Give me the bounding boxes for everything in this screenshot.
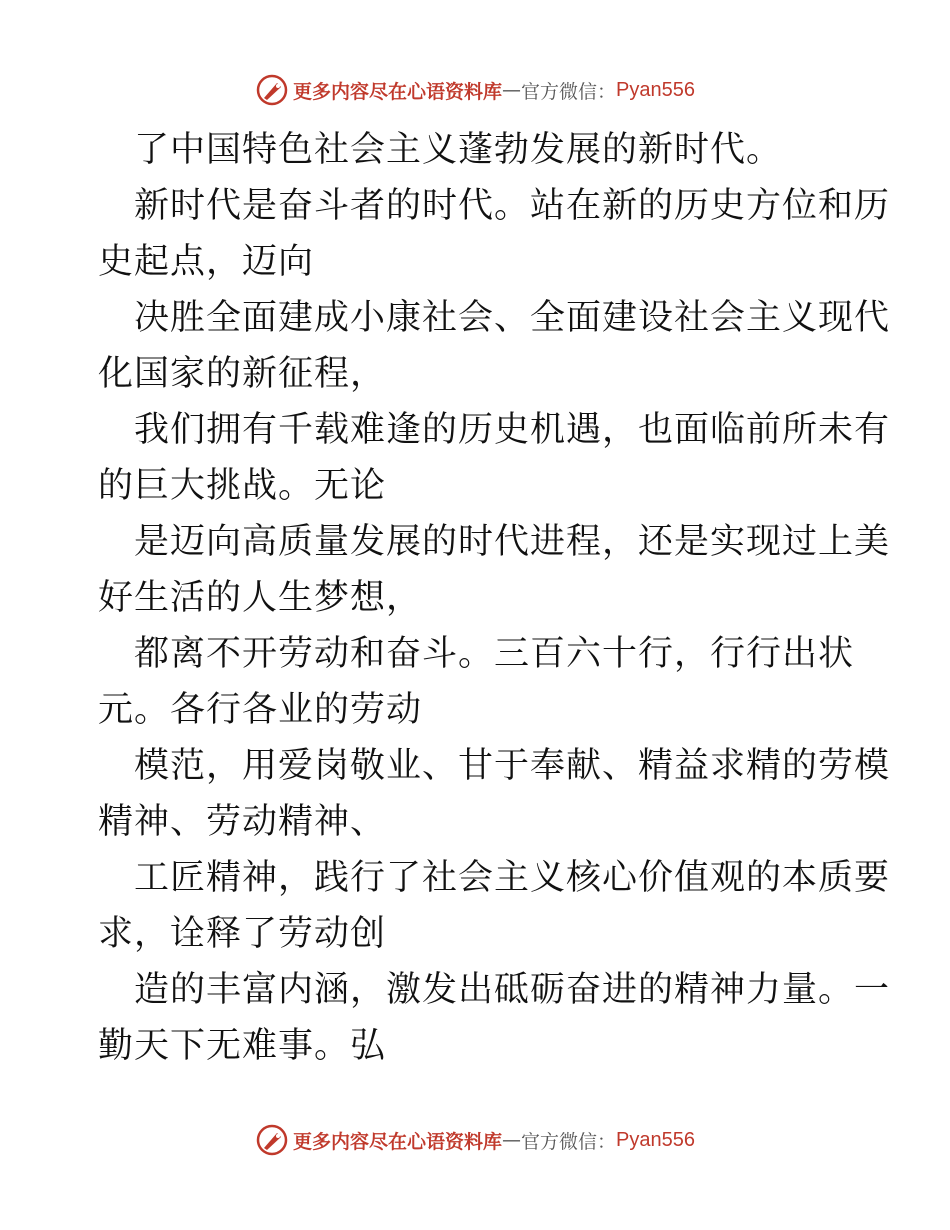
watermark-brand: 更多内容尽在心语资料库	[293, 80, 503, 103]
text-line: 元。各行各业的劳动	[98, 690, 423, 730]
footer-watermark	[0, 1120, 950, 1160]
watermark-dash: —	[502, 79, 522, 101]
pen-nib-circle-icon	[255, 1123, 289, 1157]
text-line: 史起点，迈向	[98, 242, 315, 282]
text-line: 工匠精神，践行了社会主义核心价值观的本质要	[134, 858, 891, 898]
watermark-label: 官方微信：	[521, 80, 617, 103]
text-line: 我们拥有千载难逢的历史机遇，也面临前所未有	[134, 410, 891, 450]
text-line: 勤天下无难事。弘	[98, 1026, 387, 1066]
text-line: 造的丰富内涵，激发出砥砺奋进的精神力量。一	[134, 970, 891, 1010]
text-line: 化国家的新征程，	[98, 354, 387, 394]
text-line: 是迈向高质量发展的时代进程，还是实现过上美	[134, 522, 891, 562]
watermark-handle: Pyan556	[616, 1128, 695, 1151]
watermark-label: 官方微信：	[521, 1130, 617, 1153]
watermark-handle: Pyan556	[616, 78, 695, 101]
text-line: 了中国特色社会主义蓬勃发展的新时代。	[134, 130, 783, 170]
text-line: 新时代是奋斗者的时代。站在新的历史方位和历	[134, 186, 891, 226]
text-line: 好生活的人生梦想，	[98, 578, 423, 618]
header-watermark	[0, 70, 950, 110]
text-line: 决胜全面建成小康社会、全面建设社会主义现代	[134, 298, 891, 338]
text-line: 的巨大挑战。无论	[98, 466, 387, 506]
pen-nib-circle-icon	[255, 73, 289, 107]
watermark-dash: —	[502, 1129, 522, 1151]
document-body	[98, 122, 891, 1074]
text-line: 都离不开劳动和奋斗。三百六十行，行行出状	[134, 634, 855, 674]
watermark-brand: 更多内容尽在心语资料库	[293, 1130, 503, 1153]
text-line: 精神、劳动精神、	[98, 802, 387, 842]
text-line: 求，诠释了劳动创	[98, 914, 387, 954]
text-line: 模范，用爱岗敬业、甘于奉献、精益求精的劳模	[134, 746, 891, 786]
